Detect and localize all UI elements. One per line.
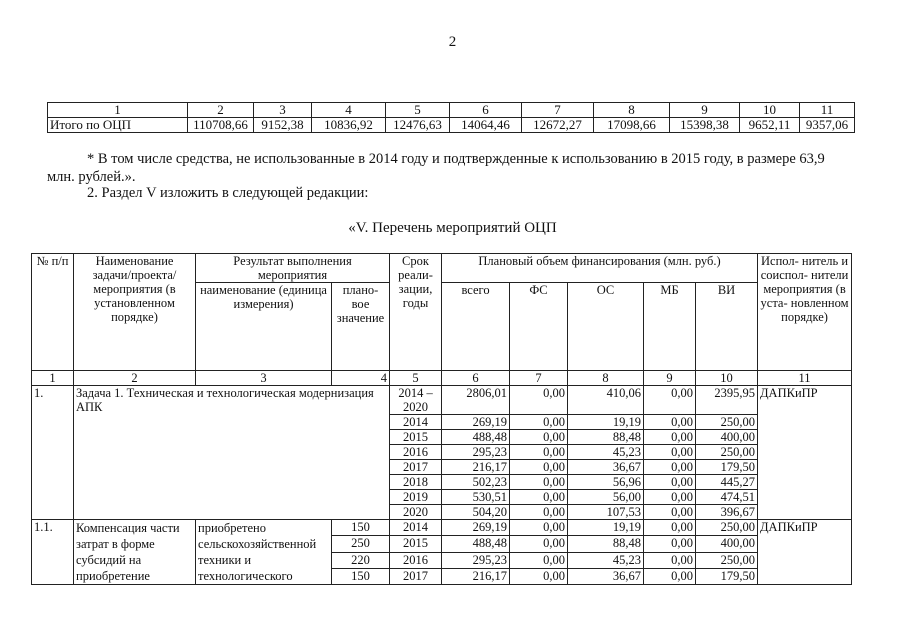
header-executor: Испол- нитель и соиспол- нители мероприятия (в уста- новленном порядке) [758, 254, 852, 371]
os-cell: 56,00 [568, 490, 644, 505]
column-number: 6 [442, 371, 510, 386]
term-cell: 2015 [390, 430, 442, 445]
column-number: 2 [74, 371, 196, 386]
fs-cell: 0,00 [510, 415, 568, 430]
summary-header-cell: 10 [740, 103, 800, 118]
column-number: 5 [390, 371, 442, 386]
fs-cell: 0,00 [510, 505, 568, 520]
mb-cell: 0,00 [644, 490, 696, 505]
summary-header-cell: 9 [670, 103, 740, 118]
task-number: 1. [32, 386, 74, 520]
mb-cell: 0,00 [644, 536, 696, 552]
mb-cell: 0,00 [644, 445, 696, 460]
summary-cell: 12672,27 [522, 118, 594, 133]
summary-total-label: Итого по ОЦП [48, 118, 188, 133]
item-result-name: приобретено сельскохозяйственной техники и технологического [196, 520, 332, 585]
column-number: 10 [696, 371, 758, 386]
vi-cell: 250,00 [696, 520, 758, 536]
summary-cell: 12476,63 [386, 118, 450, 133]
term-cell: 2017 [390, 460, 442, 475]
header-mb: МБ [644, 283, 696, 371]
vi-cell: 179,50 [696, 460, 758, 475]
header-result: Результат выполнения мероприятия [196, 254, 390, 283]
mb-cell: 0,00 [644, 430, 696, 445]
term-cell: 2014 [390, 415, 442, 430]
column-number: 7 [510, 371, 568, 386]
total-cell: 216,17 [442, 568, 510, 584]
header-fs: ФС [510, 283, 568, 371]
footnote: * В том числе средства, не использованные в 2014 году и подтвержденные к использованию в 2015 году, в размере 63,9 млн. рублей.». [47, 151, 825, 185]
summary-header-cell: 4 [312, 103, 386, 118]
summary-header-cell: 5 [386, 103, 450, 118]
os-cell: 19,19 [568, 415, 644, 430]
summary-header-cell: 1 [48, 103, 188, 118]
summary-header-cell: 2 [188, 103, 254, 118]
total-cell: 2806,01 [442, 386, 510, 415]
vi-cell: 250,00 [696, 445, 758, 460]
term-cell: 2016 [390, 552, 442, 568]
summary-header-row [48, 103, 855, 118]
table-row [32, 386, 852, 415]
header-term: Срок реали- зации, годы [390, 254, 442, 371]
vi-cell: 2395,95 [696, 386, 758, 415]
header-os: ОС [568, 283, 644, 371]
plan-cell: 250 [332, 536, 390, 552]
activities-table [31, 253, 852, 585]
fs-cell: 0,00 [510, 475, 568, 490]
vi-cell: 396,67 [696, 505, 758, 520]
os-cell: 56,96 [568, 475, 644, 490]
mb-cell: 0,00 [644, 386, 696, 415]
fs-cell: 0,00 [510, 445, 568, 460]
header-row-1 [32, 254, 852, 283]
vi-cell: 400,00 [696, 536, 758, 552]
header-result-plan: плано- вое значение [332, 283, 390, 371]
term-cell: 2015 [390, 536, 442, 552]
term-cell: 2020 [390, 505, 442, 520]
item-number: 1.1. [32, 520, 74, 585]
plan-cell: 220 [332, 552, 390, 568]
summary-header-cell: 11 [800, 103, 855, 118]
term-cell: 2019 [390, 490, 442, 505]
task-name: Задача 1. Техническая и технологическая модернизация АПК [74, 386, 390, 520]
summary-header-cell: 6 [450, 103, 522, 118]
header-num: № п/п [32, 254, 74, 371]
os-cell: 88,48 [568, 536, 644, 552]
plan-cell: 150 [332, 568, 390, 584]
fs-cell: 0,00 [510, 536, 568, 552]
mb-cell: 0,00 [644, 520, 696, 536]
mb-cell: 0,00 [644, 415, 696, 430]
header-result-name: наименование (единица измерения) [196, 283, 332, 371]
total-cell: 269,19 [442, 415, 510, 430]
total-cell: 530,51 [442, 490, 510, 505]
page-number: 2 [448, 34, 457, 50]
summary-cell: 17098,66 [594, 118, 670, 133]
header-finance: Плановый объем финансирования (млн. руб.) [442, 254, 758, 283]
column-number: 11 [758, 371, 852, 386]
total-cell: 295,23 [442, 445, 510, 460]
vi-cell: 474,51 [696, 490, 758, 505]
column-number: 4 [332, 371, 390, 386]
summary-header-cell: 3 [254, 103, 312, 118]
term-cell: 2017 [390, 568, 442, 584]
summary-cell: 10836,92 [312, 118, 386, 133]
mb-cell: 0,00 [644, 505, 696, 520]
term-cell: 2014 [390, 520, 442, 536]
term-cell: 2018 [390, 475, 442, 490]
summary-cell: 9652,11 [740, 118, 800, 133]
mb-cell: 0,00 [644, 568, 696, 584]
total-cell: 488,48 [442, 536, 510, 552]
column-numbers-row [32, 371, 852, 386]
os-cell: 45,23 [568, 552, 644, 568]
os-cell: 107,53 [568, 505, 644, 520]
column-number: 9 [644, 371, 696, 386]
executor-cell: ДАПКиПР [758, 386, 852, 520]
summary-cell: 9152,38 [254, 118, 312, 133]
total-cell: 269,19 [442, 520, 510, 536]
plan-cell: 150 [332, 520, 390, 536]
summary-table [47, 102, 855, 133]
total-cell: 502,23 [442, 475, 510, 490]
os-cell: 36,67 [568, 460, 644, 475]
fs-cell: 0,00 [510, 490, 568, 505]
summary-cell: 15398,38 [670, 118, 740, 133]
term-cell: 2016 [390, 445, 442, 460]
column-number: 8 [568, 371, 644, 386]
os-cell: 36,67 [568, 568, 644, 584]
total-cell: 295,23 [442, 552, 510, 568]
mb-cell: 0,00 [644, 552, 696, 568]
os-cell: 88,48 [568, 430, 644, 445]
section-instruction: 2. Раздел V изложить в следующей редакции: [87, 185, 369, 201]
header-vi: ВИ [696, 283, 758, 371]
fs-cell: 0,00 [510, 568, 568, 584]
vi-cell: 445,27 [696, 475, 758, 490]
fs-cell: 0,00 [510, 430, 568, 445]
os-cell: 45,23 [568, 445, 644, 460]
term-cell: 2014 – 2020 [390, 386, 442, 415]
header-name: Наименование задачи/проекта/ мероприятия (в установленном порядке) [74, 254, 196, 371]
vi-cell: 250,00 [696, 415, 758, 430]
mb-cell: 0,00 [644, 475, 696, 490]
summary-cell: 110708,66 [188, 118, 254, 133]
vi-cell: 400,00 [696, 430, 758, 445]
table-row [32, 520, 852, 536]
summary-cell: 14064,46 [450, 118, 522, 133]
header-total: всего [442, 283, 510, 371]
column-number: 3 [196, 371, 332, 386]
total-cell: 504,20 [442, 505, 510, 520]
fs-cell: 0,00 [510, 460, 568, 475]
summary-cell: 9357,06 [800, 118, 855, 133]
fs-cell: 0,00 [510, 552, 568, 568]
executor-cell: ДАПКиПР [758, 520, 852, 585]
column-number: 1 [32, 371, 74, 386]
os-cell: 19,19 [568, 520, 644, 536]
mb-cell: 0,00 [644, 460, 696, 475]
total-cell: 216,17 [442, 460, 510, 475]
item-name: Компенсация части затрат в форме субсидий на приобретение [74, 520, 196, 585]
vi-cell: 250,00 [696, 552, 758, 568]
vi-cell: 179,50 [696, 568, 758, 584]
fs-cell: 0,00 [510, 386, 568, 415]
summary-header-cell: 8 [594, 103, 670, 118]
total-cell: 488,48 [442, 430, 510, 445]
table-caption: «V. Перечень мероприятий ОЦП [348, 220, 557, 236]
fs-cell: 0,00 [510, 520, 568, 536]
os-cell: 410,06 [568, 386, 644, 415]
summary-total-row [48, 118, 855, 133]
summary-header-cell: 7 [522, 103, 594, 118]
